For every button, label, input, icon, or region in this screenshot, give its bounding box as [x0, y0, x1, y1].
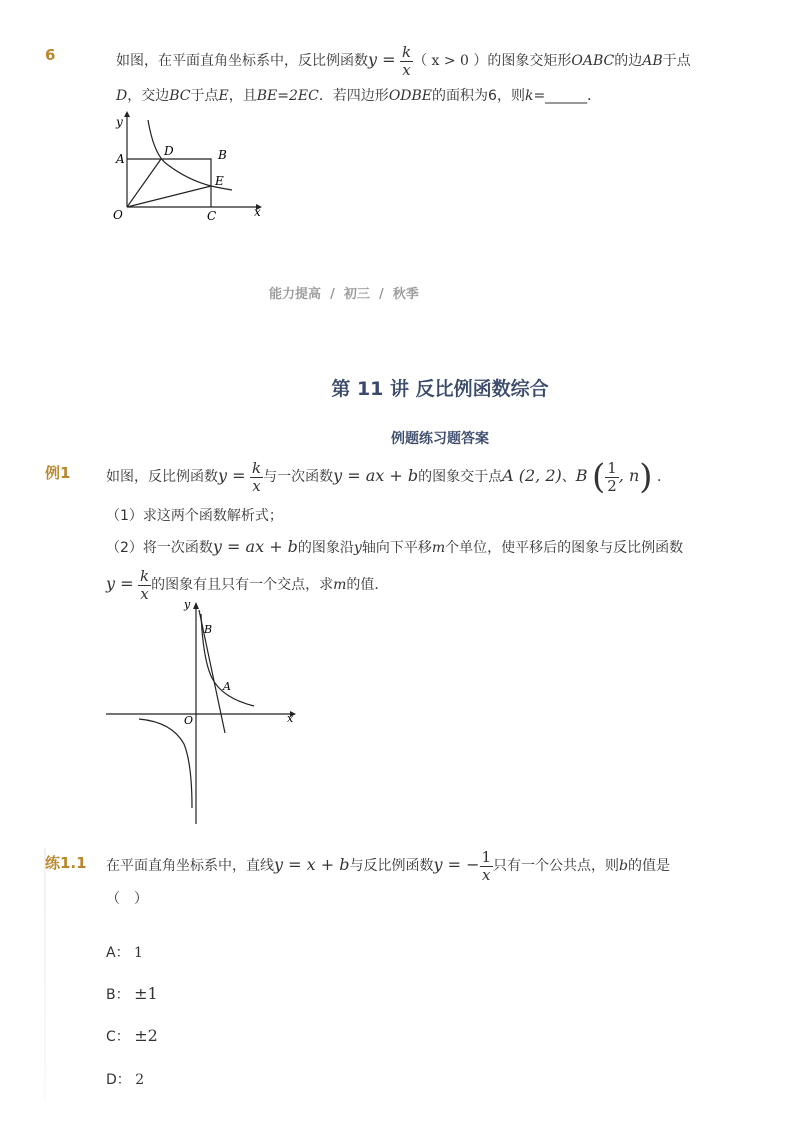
ex1-part1: （1）求这两个函数解析式； [106, 508, 283, 524]
label-b: B [218, 148, 227, 162]
practice-number: 练1.1 [45, 854, 87, 872]
ex1-func-lhs: y = [106, 574, 134, 593]
option-c[interactable] [106, 1026, 158, 1046]
ex1-text: 如图，反比例函数 [106, 469, 218, 485]
question-number: 6 [45, 46, 56, 64]
label-c: C [207, 209, 217, 223]
ex1-text: （2）将一次函数 [106, 540, 213, 556]
ex1-line1 [106, 454, 671, 498]
ex1-text: 的图象交于点 [418, 469, 503, 485]
q6-text: 如图，在平面直角坐标系中，反比例函数 [116, 53, 368, 69]
pr1-text: 与反比例函数 [349, 858, 434, 874]
q6-point-d: D [116, 88, 128, 104]
pr1-line1 [106, 843, 670, 887]
ex1-text: 个单位，使平移后的图象与反比例函数 [445, 540, 684, 556]
option-label: C： [106, 1029, 130, 1045]
label-b: B [204, 623, 213, 636]
label-y: y [116, 115, 123, 129]
ex1-text: 与一次函数 [263, 469, 334, 485]
q6-blank: =______． [533, 88, 602, 104]
ex1-figure [104, 596, 304, 828]
pr1-text: 的值是 [628, 858, 671, 874]
q6-fraction [400, 44, 413, 79]
breadcrumb-item: 秋季 [392, 287, 419, 302]
q6-point-e: E [218, 88, 229, 104]
label-x: x [287, 712, 294, 725]
ex1-text: 轴向下平移 [361, 540, 432, 556]
q6-frac-num: k [401, 42, 412, 61]
label-y: y [184, 598, 191, 611]
q6-text: 的面积为6，则 [432, 88, 525, 104]
q6-text: ，且 [228, 88, 257, 104]
label-a: A [223, 680, 231, 693]
q6-quad: ODBE [388, 88, 433, 104]
pr1-text: 只有一个公共点，则 [493, 858, 620, 874]
q6-equation: BE=2EC [256, 88, 319, 104]
option-a[interactable] [106, 942, 143, 962]
frac-den: 2 [607, 476, 617, 495]
frac-num: k [251, 458, 262, 477]
paren-open: ( [591, 457, 606, 497]
lecture-title: 第 11 讲 反比例函数综合 [331, 378, 549, 400]
frac-num: 1 [481, 847, 492, 866]
label-o: O [184, 714, 194, 727]
breadcrumb-separator: / [330, 287, 335, 302]
ex1-point-b-n: , n [618, 466, 640, 485]
option-label: A： [106, 945, 130, 961]
frac-den: x [482, 865, 491, 884]
option-b[interactable] [106, 984, 158, 1004]
q6-text: ．若四边形 [318, 88, 389, 104]
answer-paren: （ ） [106, 891, 148, 907]
q6-text: 于点 [662, 53, 691, 69]
ex1-func: y = ax + b [212, 537, 298, 556]
ex1-text: 的图象沿 [297, 540, 354, 556]
hyperbola-branch-2 [139, 719, 192, 808]
q6-text: 于点 [190, 88, 219, 104]
ex1-func1-lhs: y = [218, 466, 246, 485]
ex1-m: m [333, 577, 347, 593]
q6-edge2: BC [169, 88, 191, 104]
breadcrumb-separator: / [378, 287, 384, 302]
frac-num: k [139, 566, 150, 585]
ex1-m: m [431, 540, 446, 556]
ex1-point-a: A (2, 2) [502, 466, 562, 485]
option-label: D： [106, 1072, 131, 1088]
ex1-axis: y [353, 540, 362, 556]
breadcrumb-item: 初三 [343, 287, 370, 302]
option-value: ±2 [134, 1026, 158, 1045]
q6-line2 [116, 86, 601, 106]
ex1-part2 [106, 537, 683, 558]
frac-num: 1 [607, 458, 617, 477]
ex1-fraction [250, 460, 263, 495]
option-label: B： [106, 987, 130, 1003]
frac-den: x [140, 584, 149, 603]
practice-shade [44, 848, 46, 1100]
q6-text: 的边 [614, 53, 643, 69]
paren-close: ) [639, 457, 653, 497]
label-e: E [215, 174, 224, 188]
q6-figure [108, 110, 268, 225]
label-x: x [254, 205, 261, 219]
ex1-separator: 、 [561, 469, 576, 485]
frac-den: x [252, 476, 261, 495]
breadcrumb-item: 能力提高 [269, 287, 322, 302]
q6-func-lhs: y = [368, 50, 396, 69]
ex1-point-b-fraction [605, 460, 619, 495]
q6-condition: （ x > 0 ） [413, 53, 488, 69]
q6-text: 的图象交矩形 [487, 53, 572, 69]
ex1-func2: y = ax + b [333, 466, 419, 485]
pr1-text: 在平面直角坐标系中，直线 [106, 858, 274, 874]
label-a: A [116, 152, 125, 166]
example-number: 例1 [45, 464, 71, 482]
q6-edge: AB [642, 53, 663, 69]
label-o: O [113, 208, 123, 222]
q6-frac-den: x [402, 60, 411, 79]
breadcrumb [269, 283, 419, 302]
option-value: ±1 [134, 984, 158, 1003]
option-value: 2 [135, 1072, 145, 1088]
q6-line1 [116, 40, 691, 80]
y-arrow-icon [124, 111, 130, 117]
ex1-point-b-name: B [575, 466, 588, 485]
q6-rect: OABC [571, 53, 615, 69]
option-value: 1 [134, 945, 143, 961]
option-d[interactable] [106, 1069, 144, 1089]
section-title: 例题练习题答案 [391, 431, 489, 447]
ex1-text: 的图象有且只有一个交点，求 [151, 577, 334, 593]
pr1-fraction [480, 849, 494, 884]
pr1-func2-lhs: y = − [433, 855, 480, 874]
q6-k: k [524, 88, 534, 104]
ex1-end: ． [656, 469, 671, 485]
y-arrow-icon [193, 602, 199, 609]
q6-text: ，交边 [127, 88, 170, 104]
pr1-b: b [619, 858, 629, 874]
label-d: D [164, 144, 174, 158]
pr1-func1: y = x + b [274, 855, 350, 874]
ex1-text: 的值． [346, 577, 389, 593]
